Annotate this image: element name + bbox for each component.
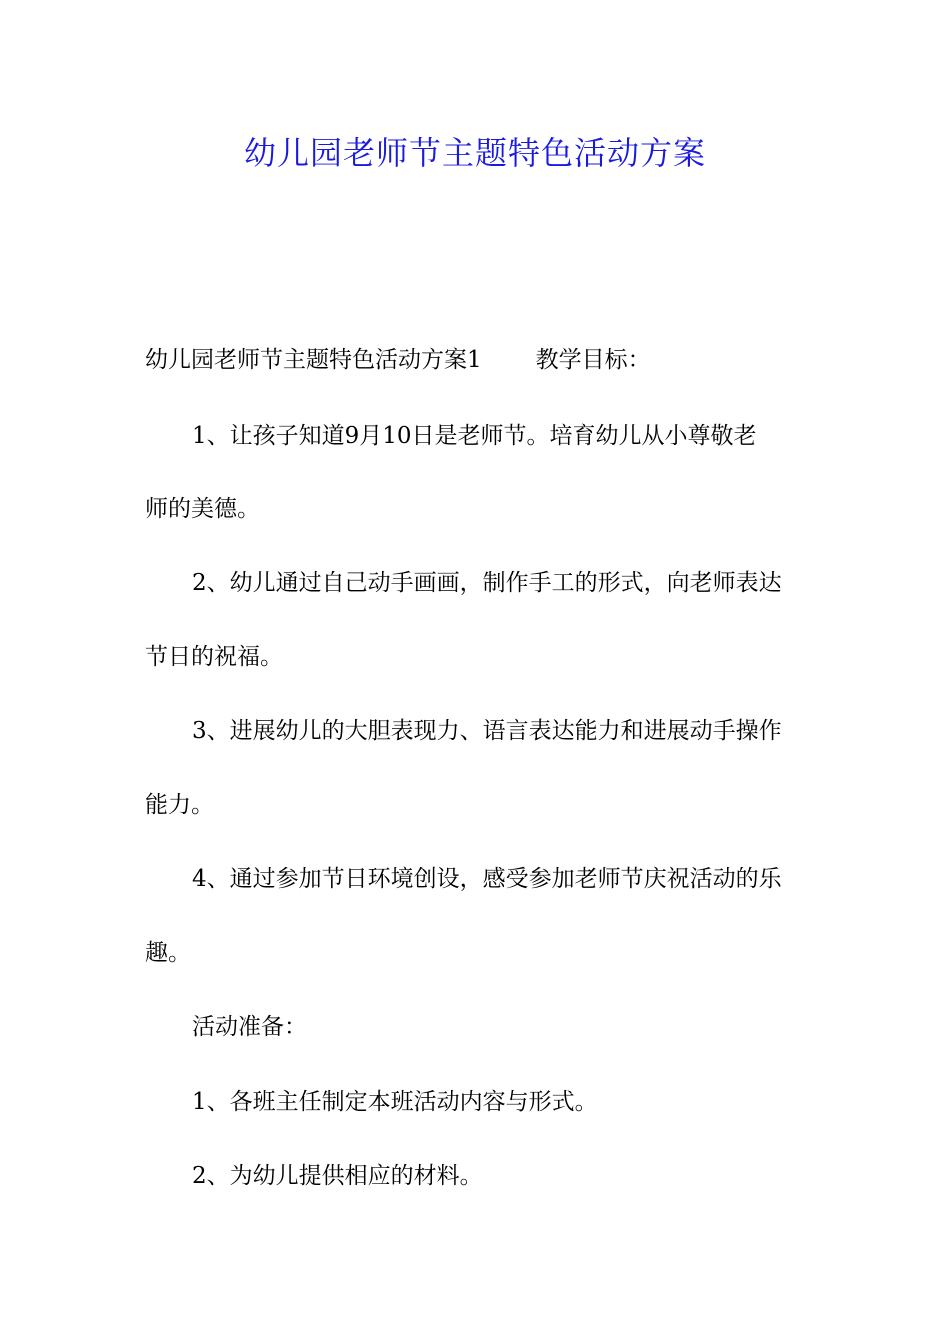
text-line: 3、进展幼儿的大胆表现力、语言表达能力和进展动手操作 <box>192 718 782 744</box>
text-line: 2、为幼儿提供相应的材料。 <box>192 1163 483 1189</box>
document-title: 幼儿园老师节主题特色活动方案 <box>243 134 706 172</box>
text-line: 趣。 <box>145 940 191 966</box>
text-line: 4、通过参加节日环境创设，感受参加老师节庆祝活动的乐 <box>192 866 782 892</box>
text-line: 节日的祝福。 <box>145 644 283 670</box>
text-line: 活动准备： <box>192 1014 307 1040</box>
text-line: 1、让孩子知道9月10日是老师节。培育幼儿从小尊敬老 <box>192 423 757 449</box>
text-line: 1、各班主任制定本班活动内容与形式。 <box>192 1089 598 1115</box>
subsection-heading: 教学目标： <box>535 347 651 373</box>
text-line: 能力。 <box>145 792 214 818</box>
text-line: 2、幼儿通过自己动手画画，制作手工的形式，向老师表达 <box>192 570 782 596</box>
text-line: 师的美德。 <box>145 496 260 522</box>
section-heading: 幼儿园老师节主题特色活动方案1 <box>145 347 482 373</box>
text-line <box>145 343 815 377</box>
